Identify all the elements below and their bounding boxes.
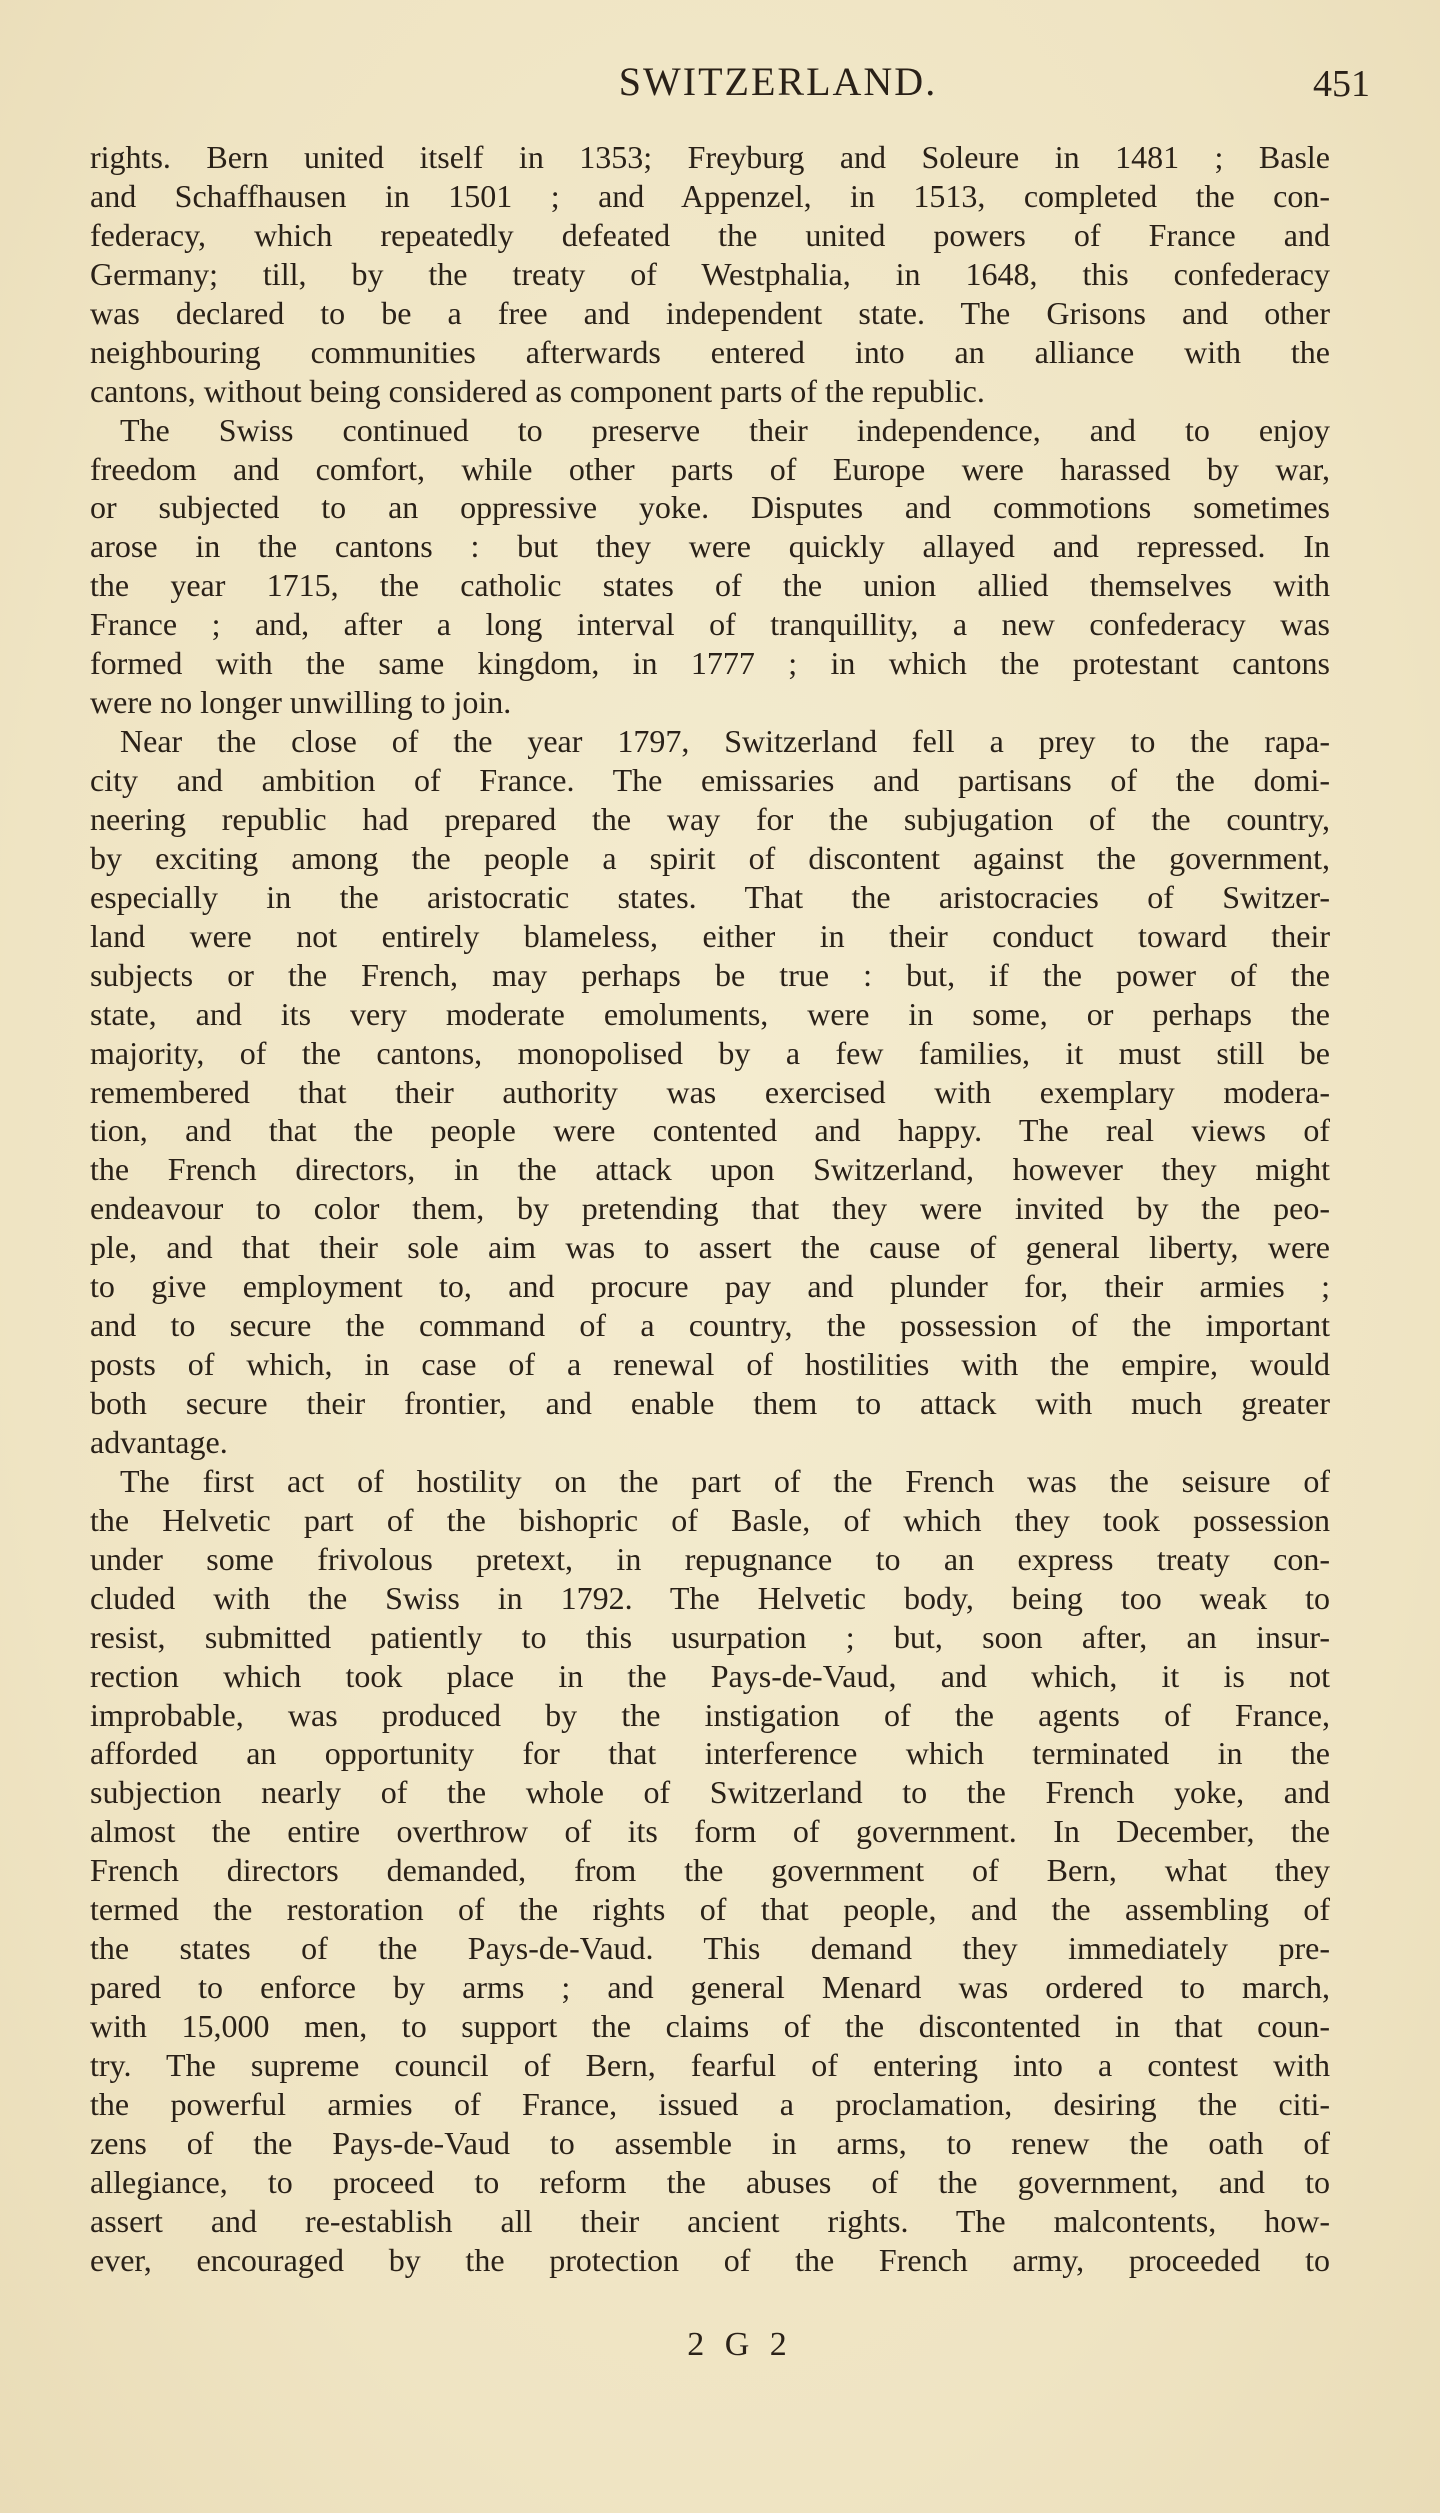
text-line: cluded with the Swiss in 1792. The Helvetic body, being too weak to	[90, 1579, 1330, 1616]
text-line: remembered that their authority was exercised with exemplary modera-	[90, 1073, 1330, 1110]
text-line: tion, and that the people were contented and happy. The real views of	[90, 1112, 1330, 1149]
text-line: France ; and, after a long interval of tranquillity, a new confederacy was	[90, 606, 1330, 643]
text-line: ever, encouraged by the protection of the French army, proceeded to	[90, 2241, 1330, 2278]
text-line: ple, and that their sole aim was to assert the cause of general liberty, were	[90, 1229, 1330, 1266]
text-line: posts of which, in case of a renewal of hostilities with the empire, would	[90, 1346, 1330, 1383]
text-line: arose in the cantons : but they were quickly allayed and repressed. In	[90, 528, 1330, 565]
text-line: under some frivolous pretext, in repugnance to an express treaty con-	[90, 1540, 1330, 1577]
text-line: rection which took place in the Pays-de-Vaud, and which, it is not	[90, 1657, 1330, 1694]
text-line: with 15,000 men, to support the claims of the discontented in that coun-	[90, 2008, 1330, 2044]
text-line: freedom and comfort, while other parts of Europe were harassed by war,	[90, 450, 1330, 487]
text-line: the Helvetic part of the bishopric of Basle, of which they took possession	[90, 1501, 1330, 1538]
text-line: or subjected to an oppressive yoke. Disputes and commotions sometimes	[90, 489, 1330, 526]
text-line: majority, of the cantons, monopolised by a few families, it must still be	[90, 1034, 1330, 1071]
page-number: 451	[1313, 63, 1370, 105]
text-line: cantons, without being considered as component parts of the republic.	[90, 372, 985, 409]
text-line: and to secure the command of a country, the possession of the important	[90, 1307, 1330, 1344]
text-line: neighbouring communities afterwards entered into an alliance with the	[90, 333, 1330, 370]
text-line: almost the entire overthrow of its form of government. In December, the	[90, 1813, 1330, 1850]
text-line: Germany; till, by the treaty of Westphalia, in 1648, this confederacy	[90, 255, 1330, 292]
text-line: endeavour to color them, by pretending that they were invited by the peo-	[90, 1190, 1330, 1227]
text-line: by exciting among the people a spirit of discontent against the government,	[90, 839, 1330, 876]
signature-mark: 2 G 2	[687, 2326, 793, 2363]
text-line: the powerful armies of France, issued a proclamation, desiring the citi-	[90, 2085, 1330, 2122]
text-line: try. The supreme council of Bern, fearful of entering into a contest with	[90, 2046, 1330, 2083]
text-line: French directors demanded, from the government of Bern, what they	[90, 1852, 1330, 1889]
text-line: state, and its very moderate emoluments, were in some, or perhaps the	[90, 995, 1330, 1032]
text-line: formed with the same kingdom, in 1777 ; in which the protestant cantons	[90, 645, 1330, 682]
text-line: both secure their frontier, and enable them to attack with much greater	[90, 1385, 1330, 1421]
text-line: to give employment to, and procure pay and plunder for, their armies ;	[90, 1268, 1330, 1305]
text-line: the year 1715, the catholic states of the union allied themselves with	[90, 567, 1330, 604]
text-line: The Swiss continued to preserve their independence, and to enjoy	[120, 411, 1330, 448]
text-line: especially in the aristocratic states. That the aristocracies of Switzer-	[90, 878, 1330, 915]
text-line: allegiance, to proceed to reform the abuses of the government, and to	[90, 2163, 1330, 2200]
text-line: afforded an opportunity for that interference which terminated in the	[90, 1735, 1330, 1772]
text-line: improbable, was produced by the instigation of the agents of France,	[90, 1696, 1330, 1733]
text-line: advantage.	[90, 1423, 228, 1460]
running-head-title: SWITZERLAND.	[618, 59, 938, 104]
text-line: pared to enforce by arms ; and general Menard was ordered to march,	[90, 1969, 1330, 2006]
text-line: rights. Bern united itself in 1353; Freyburg and Soleure in 1481 ; Basle	[90, 139, 1330, 175]
text-line: zens of the Pays-de-Vaud to assemble in arms, to renew the oath of	[90, 2124, 1330, 2161]
text-line: termed the restoration of the rights of that people, and the assembling of	[90, 1891, 1330, 1928]
body-text	[90, 138, 1330, 2280]
text-line: subjects or the French, may perhaps be true : but, if the power of the	[90, 956, 1330, 993]
text-line: Near the close of the year 1797, Switzerland fell a prey to the rapa-	[120, 723, 1330, 760]
text-line: were no longer unwilling to join.	[90, 684, 512, 721]
page-header	[88, 58, 1388, 118]
text-line: The first act of hostility on the part of the French was the seisure of	[120, 1462, 1330, 1499]
text-line: the states of the Pays-de-Vaud. This demand they immediately pre-	[90, 1930, 1330, 1967]
text-line: assert and re-establish all their ancient rights. The malcontents, how-	[90, 2202, 1330, 2239]
text-line: subjection nearly of the whole of Switzerland to the French yoke, and	[90, 1774, 1330, 1811]
text-line: federacy, which repeatedly defeated the united powers of France and	[90, 216, 1330, 253]
text-line: resist, submitted patiently to this usurpation ; but, soon after, an insur-	[90, 1618, 1330, 1655]
text-line: the French directors, in the attack upon Switzerland, however they might	[90, 1151, 1330, 1188]
text-line: was declared to be a free and independent state. The Grisons and other	[90, 294, 1330, 331]
text-line: neering republic had prepared the way for the subjugation of the country,	[90, 800, 1330, 837]
text-line: land were not entirely blameless, either in their conduct toward their	[90, 917, 1330, 954]
text-line: and Schaffhausen in 1501 ; and Appenzel, in 1513, completed the con-	[90, 177, 1330, 214]
text-line: city and ambition of France. The emissaries and partisans of the domi-	[90, 762, 1330, 798]
